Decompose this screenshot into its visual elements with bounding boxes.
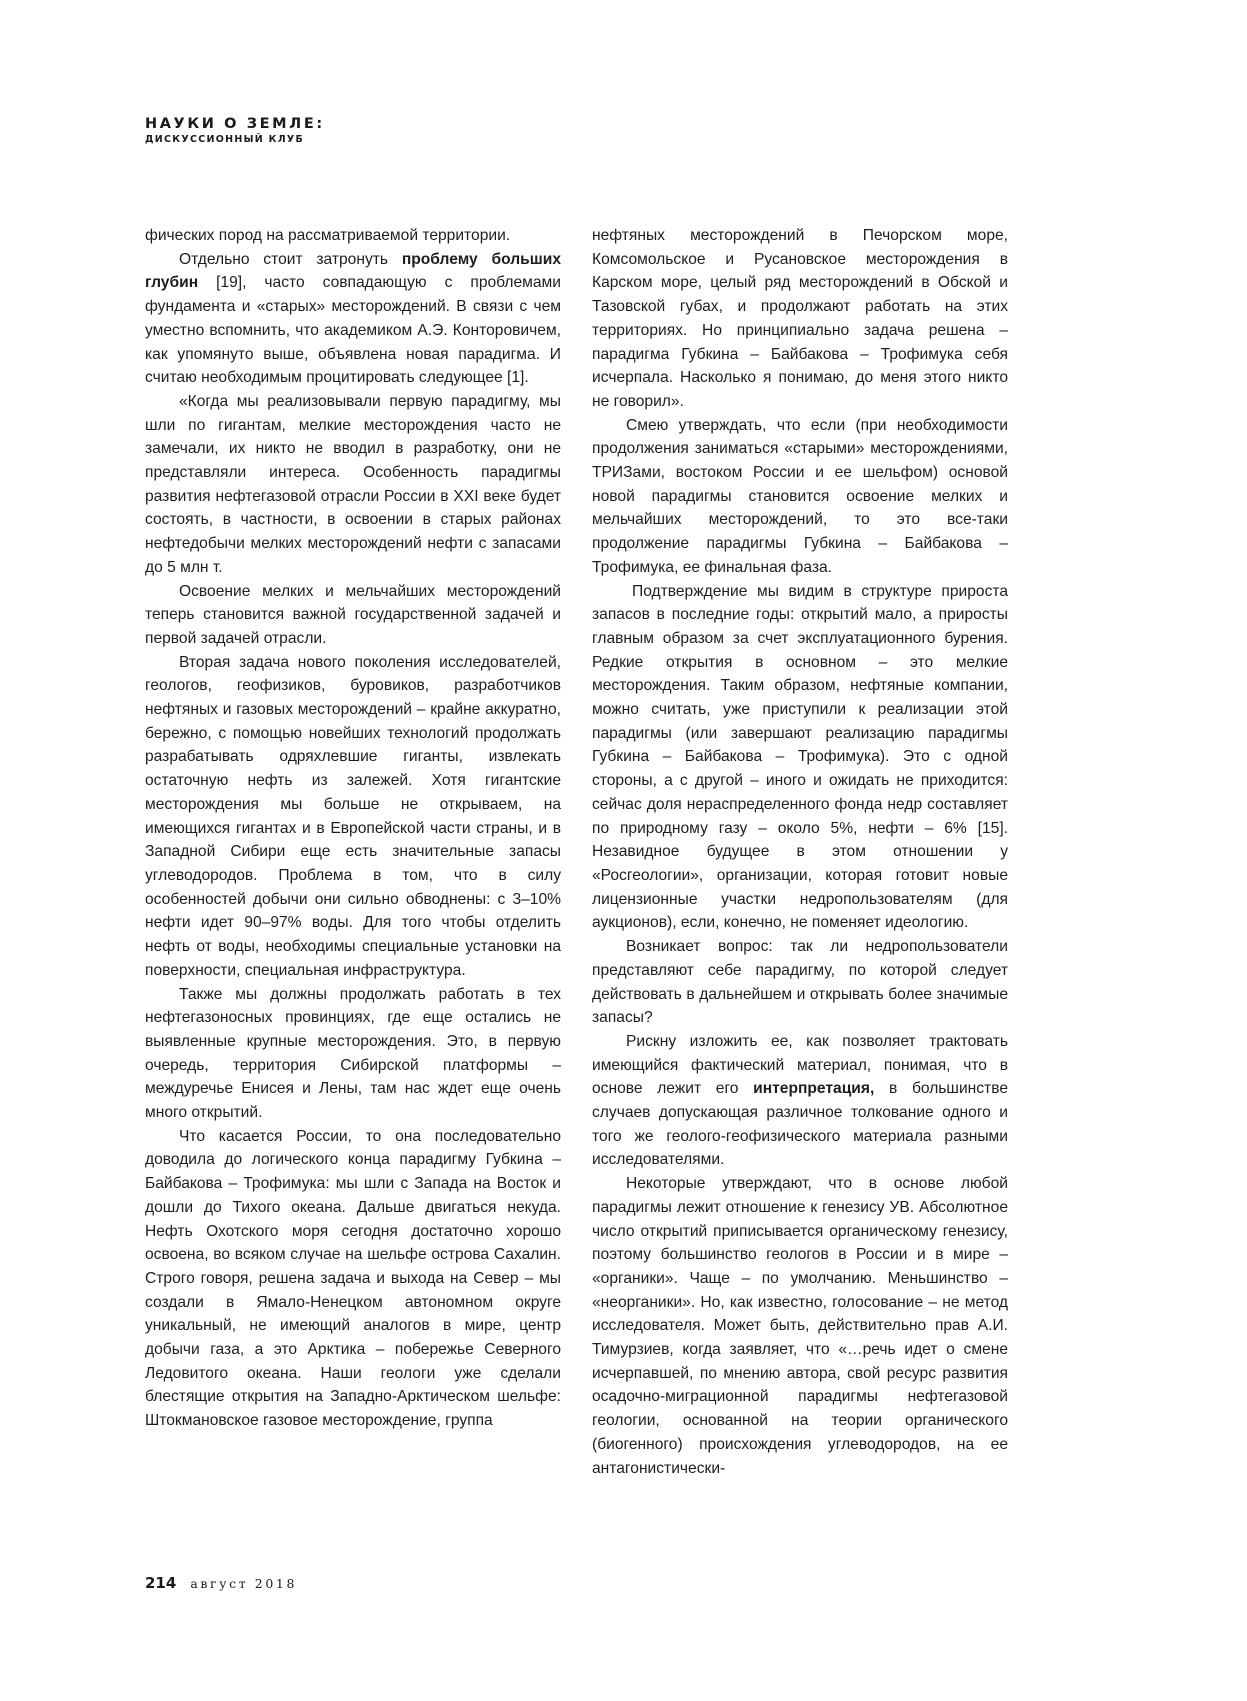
paragraph-text: [19], часто совпадающую с проблемами фундамента и «старых» месторождений. В связи с чем уместно вспомнить, что академиком А.Э. Конторовичем, как упомянуто выше, объявлена новая парадигма. И считаю необходимым процитировать следующее [1].	[145, 274, 561, 387]
paragraph: Возникает вопрос: так ли недропользователи представляют себе парадигму, по которой следует действовать в дальнейшем и открывать более значимые запасы?	[592, 938, 1008, 1027]
paragraph: Некоторые утверждают, что в основе любой парадигмы лежит отношение к генезису УВ. Абсолютное число открытий приписывается органическому генезису, поэтому большинство геологов в России и в мире – «органики». Чаще – по умолчанию. Меньшинство – «неорганики». Но, как известно, голосование – не метод исследователя. Может быть, действительно прав А.И. Тимурзиев, когда заявляет, что «…речь идет о смене исчерпавшей, по мнению автора, свой ресурс развития осадочно-миграционной парадигмы нефтегазовой геологии, основанной на теории органического (биогенного) происхождения углеводородов, на ее антагонистически-	[592, 1175, 1008, 1477]
section-subtitle: ДИСКУССИОННЫЙ КЛУБ	[145, 134, 305, 145]
paragraph-text: Отдельно стоит затронуть	[179, 250, 402, 268]
paragraph: Вторая задача нового поколения исследователей, геологов, геофизиков, буровиков, разработчиков нефтяных и газовых месторождений – крайне аккуратно, бережно, с помощью новейших технологий продолжать разрабатывать одряхлевшие гиганты, извлекать остаточную нефть из залежей. Хотя гигантские месторождения мы больше не открываем, на имеющихся гигантах и в Европейской части страны, и в Западной Сибири еще есть значительные запасы углеводородов. Проблема в том, что в силу особенностей добычи они сильно обводнены: с 3–10% нефти идет 90–97% воды. Для того чтобы отделить нефть от воды, необходимы специальные установки на поверхности, специальная инфраструктура.	[145, 653, 561, 979]
paragraph: фических пород на рассматриваемой территории.	[145, 227, 511, 244]
paragraph	[145, 248, 561, 390]
bold-term: интерпретация,	[753, 1080, 875, 1098]
paragraph	[592, 1030, 1008, 1172]
paragraph: Также мы должны продолжать работать в тех нефтегазоносных провинциях, где еще остались не выявленные крупные месторождения. Это, в первую очередь, территория Сибирской платформы – междуречье Енисея и Лены, там нас ждет еще очень много открытий.	[145, 985, 561, 1122]
page-footer	[145, 1574, 297, 1592]
paragraph-text: в большинстве случаев допускающая различное толкование одного и того же геолого-геофизического материала разными исследователями.	[592, 1080, 1008, 1169]
paragraph: Что касается России, то она последовательно доводила до логического конца парадигму Губкина – Байбакова – Трофимука: мы шли с Запада на Восток и дошли до Тихого океана. Дальше двигаться некуда. Нефть Охотского моря сегодня достаточно хорошо освоена, во всяком случае на шельфе острова Сахалин. Строго говоря, решена задача и выхода на Север – мы создали в Ямало-Ненецком автономном округе уникальный, не имеющий аналогов в мире, центр добычи газа, а это Арктика – побережье Северного Ледовитого океана. Наши геологи уже сделали блестящие открытия на Западно-Арктическом шельфе: Штокмановское газовое месторождение, группа	[145, 1127, 561, 1430]
paragraph: нефтяных месторождений в Печорском море, Комсомольское и Русановское месторождения в Карском море, целый ряд месторождений в Обской и Тазовской губах, и продолжают работать на этих территориях. Но принципиально задача решена – парадигма Губкина – Байбакова – Трофимука себя исчерпала. Насколько я понимаю, до меня этого никто не говорил».	[592, 227, 1008, 410]
issue-date: август 2018	[190, 1576, 298, 1591]
paragraph: Подтверждение мы видим в структуре прироста запасов в последние годы: открытий мало, а приросты главным образом за счет эксплуатационного бурения. Редкие открытия в основном – это мелкие месторождения. Таким образом, нефтяные компании, можно считать, уже приступили к реализации этой парадигмы (или завершают реализацию парадигмы Губкина – Байбакова – Трофимука). Это с одной стороны, а с другой – иного и ожидать не приходится: сейчас доля нераспределенного фонда недр составляет по природному газу – около 5%, нефти – 6% [15]. Незавидное будущее в этом отношении у «Росгеологии», организации, которая готовит новые лицензионные участки недропользователям (для аукционов), если, конечно, не поменяет идеологию.	[592, 582, 1008, 932]
paragraph: Смею утверждать, что если (при необходимости продолжения заниматься «старыми» месторождениями, ТРИЗами, востоком России и ее шельфом) основой новой парадигмы становится освоение мелких и мельчайших месторождений, то это все-таки продолжение парадигмы Губкина – Байбакова – Трофимука, ее финальная фаза.	[592, 416, 1008, 576]
paragraph: Освоение мелких и мельчайших месторождений теперь становится важной государственной задачей и первой задачей отрасли.	[145, 582, 561, 647]
paragraph: «Когда мы реализовывали первую парадигму, мы шли по гигантам, мелкие месторождения часто не замечали, их никто не вводил в разработку, они не представляли интереса. Особенность парадигмы развития нефтегазовой отрасли России в XXI веке будет состоять, в частности, в освоении в старых районах нефтедобычи мелких месторождений нефти с запасами до 5 млн т.	[145, 392, 561, 576]
paragraph-text: Рискну изложить ее, как позволяет трактовать имеющийся фактический материал, понимая, что в основе лежит его	[592, 1032, 1008, 1098]
section-header	[145, 115, 325, 147]
section-title: НАУКИ О ЗЕМЛЕ:	[145, 116, 325, 132]
bold-term: проблему больших глубин	[145, 250, 561, 292]
right-column	[592, 224, 1008, 1480]
page-number: 214	[145, 1574, 177, 1592]
left-column	[145, 224, 561, 1433]
